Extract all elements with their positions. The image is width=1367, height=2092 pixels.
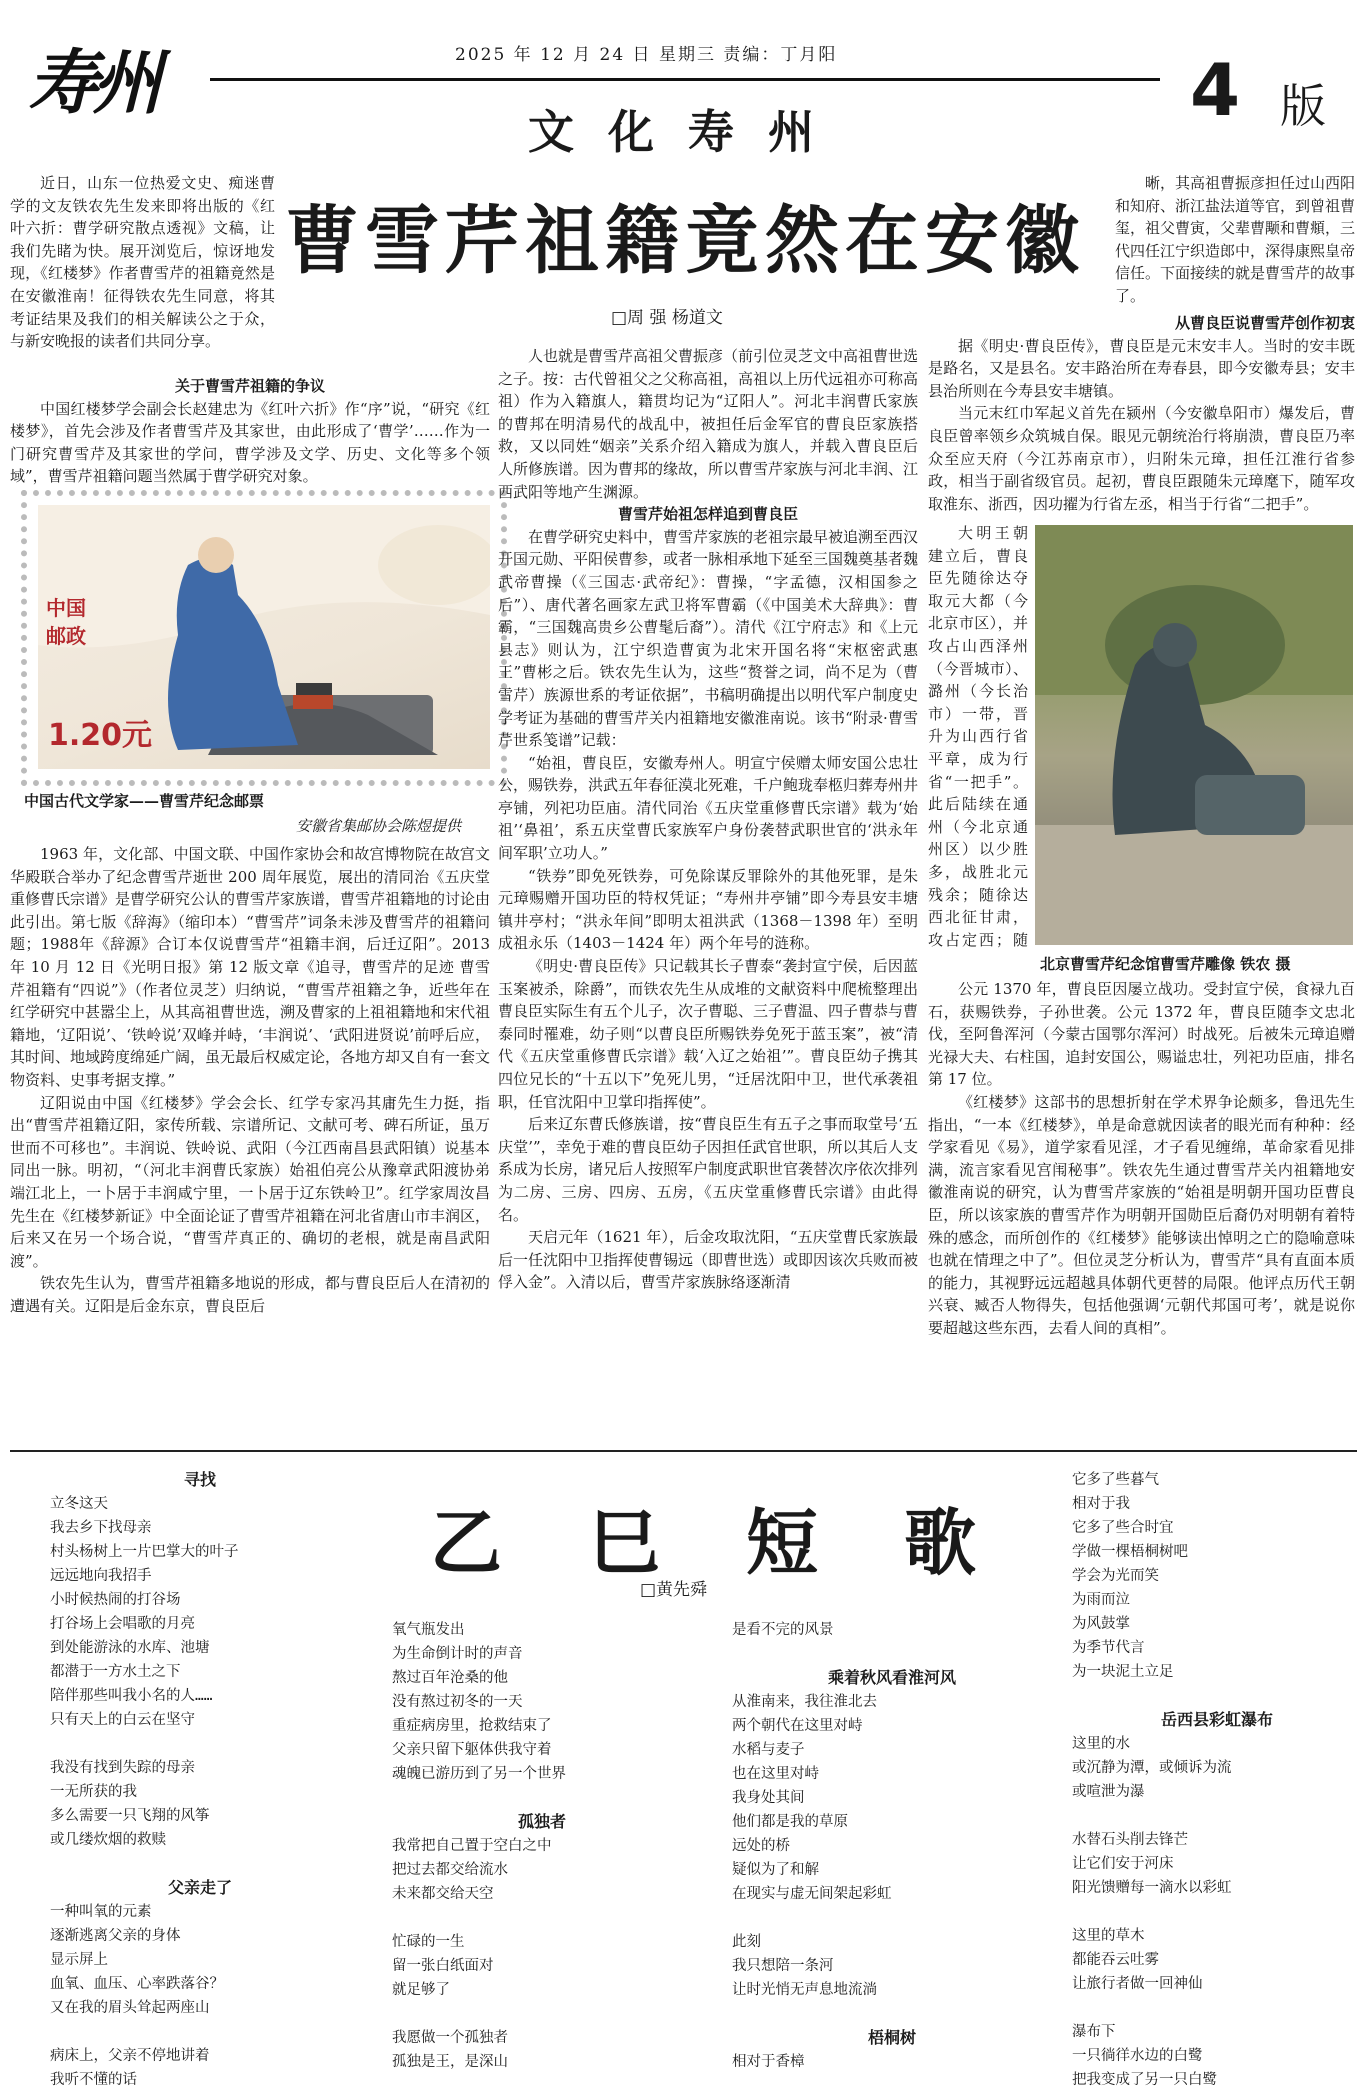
svg-text:邮政: 邮政 <box>46 624 86 648</box>
poem-line: 忙碌的一生 <box>392 1934 465 1950</box>
poem-line: 学做一棵梧桐树吧 <box>1072 1544 1188 1560</box>
paragraph: 1963 年，文化部、中国文联、中国作家协会和故宫博物院在故宫文华殿联合举办了纪念曹雪芹逝世 200 周年展览，展出的清同治《五庆堂重修曹氏宗谱》是曹学研究公认的曹雪芹家族谱，曹雪芹祖籍地的讨论由此引出。第七版《辞海》（缩印本）“曹雪芹”词条未涉及曹雪芹的祖籍问题；1988年《辞源》合订本仅说曹雪芹“祖籍丰润，后迁辽阳”。2013 年 10 月 12 日《光明日报》第 12 版文章《追寻，曹雪芹的足迹 曹雪芹祖籍有“四说”》（作者位灵芝）归纳说，“曹雪芹祖籍之争，近些年在红学研究中甚嚣尘上，从其高祖曹世选，溯及曹家的上祖祖籍地和宋代祖籍地，‘辽阳说’、‘铁岭说’双峰并峙，‘丰润说’、‘武阳进贤说’前呼后应，其时间、地域跨度绵延广阔，虽无最后权威定论，各地方却又自有一套文物资料、史事考据支撑。” <box>10 845 490 1089</box>
poem-line: 相对于香樟 <box>732 2054 805 2070</box>
article-intro <box>10 172 275 372</box>
poem-line: 阳光馈赠每一滴水以彩虹 <box>1072 1880 1232 1896</box>
poem-line: 这里的草木 <box>1072 1928 1145 1944</box>
poem-line: 也在这里对峙 <box>732 1766 819 1782</box>
poem-col4 <box>1072 1468 1362 2088</box>
poem-line: 从淮南来，我往淮北去 <box>732 1694 877 1710</box>
article-col3-lower <box>928 978 1355 1443</box>
poem-line: 是看不完的风景 <box>732 1622 834 1638</box>
paragraph: 晰，其高祖曹振彦担任过山西阳和知府、浙江盐法道等官，到曾祖曹玺，祖父曹寅，父辈曹颙和曹頫，三代四任江宁织造郎中，深得康熙皇帝信任。下面接续的就是曹雪芹的故事了。 <box>1115 174 1355 305</box>
statue-head <box>1153 623 1197 667</box>
statue-illustration <box>1035 525 1353 945</box>
poem-title: 寻找 <box>183 1470 216 1489</box>
poem-line: 我去乡下找母亲 <box>50 1520 152 1536</box>
col3-mid-a <box>928 335 1355 516</box>
poem-line: 都能吞云吐雾 <box>1072 1952 1159 1968</box>
paragraph: 大明王朝建立后，曹良臣先随徐达夺取元大都（今北京市区），并攻占山西泽州（今晋城市）、潞州（今长治市）一带，晋升为山西行省平章，成为行省“一把手”。此后陆续在通州（今北京通州区）以少胜多，战胜北元残余；随徐达西北征甘肃，攻占定西；随 <box>928 524 1028 949</box>
paragraph: “始祖，曹良臣，安徽寿州人。明宣宁侯赠太师安国公忠壮公，赐铁券，洪武五年春征漠北死难，千户鲍珑奉柩归葬寿州井亭铺，列祀功臣庙。清代同治《五庆堂重修曹氏宗谱》载为‘始祖’‘鼻祖’，系五庆堂曹氏家族军户身份袭替武职世官的‘洪永年间军职’立功人。” <box>498 753 918 863</box>
col3-mid-c <box>928 978 1355 1340</box>
poem-line: 让旅行者做一回神仙 <box>1072 1976 1203 1992</box>
stanza-gap <box>1072 1684 1362 1708</box>
paragraph: 当元末红巾军起义首先在颍州（今安徽阜阳市）爆发后，曹良臣曾率领乡众筑城自保。眼见元朝统治行将崩溃，曹良臣乃率众至应天府（今江苏南京市），归附朱元璋，担任江淮行省参政，相当于副省级官员。起初，曹良臣跟随朱元璋麾下，随军攻取淮东、浙西，因功擢为行省左丞，相当于行省“二把手”。 <box>928 404 1355 513</box>
stamp-country: 中国 <box>46 596 86 620</box>
masthead-logo: 寿州 <box>28 41 156 124</box>
poem-line: 远处的桥 <box>732 1838 790 1854</box>
subhead-ancestor: 曹雪芹始祖怎样追到曹良臣 <box>617 505 798 524</box>
poem-line: 或沉静为潭，或倾诉为流 <box>1072 1760 1232 1776</box>
poem-line: 或喧泄为瀑 <box>1072 1784 1145 1800</box>
poem-line: 父亲只留下躯体供我守着 <box>392 1742 552 1758</box>
poem-title: 岳西县彩虹瀑布 <box>1160 1710 1273 1729</box>
poem-line: 我没有找到失踪的母亲 <box>50 1760 195 1776</box>
poem-line: 重症病房里，抢救结束了 <box>392 1718 552 1734</box>
poem-line: 未来都交给天空 <box>392 1886 494 1902</box>
poem-line: 又在我的眉头耸起两座山 <box>50 2000 210 2016</box>
poem-line: 只有天上的白云在坚守 <box>50 1712 195 1728</box>
poem-line: 到处能游泳的水库、池塘 <box>50 1640 210 1656</box>
poem-title: 父亲走了 <box>167 1878 232 1897</box>
poem-line: 没有熬过初冬的一天 <box>392 1694 523 1710</box>
col1-mid-a <box>10 398 490 485</box>
poem-line: 这里的水 <box>1072 1736 1130 1752</box>
paragraph: 铁农先生认为，曹雪芹祖籍多地说的形成，都与曹良臣后人在清初的遭遇有关。辽阳是后金东京，曹良臣后 <box>10 1274 490 1315</box>
stanza-gap <box>1072 1996 1362 2020</box>
poem-line: 学会为光而笑 <box>1072 1568 1159 1584</box>
poem-line: 孤独是王，是深山 <box>392 2054 508 2070</box>
poem-line: 把过去都交给流水 <box>392 1862 508 1878</box>
poem-line: 血氧、血压、心率跌落谷？ <box>50 1976 224 1992</box>
paragraph: 天启元年（1621 年），后金攻取沈阳，“五庆堂曹氏家族最后一任沈阳中卫指挥使曹锡远（即曹世选）或即因该次兵败而被俘入金”。入清以后，曹雪芹家族脉络逐渐清 <box>498 1228 918 1292</box>
article-col3-top <box>1115 172 1355 312</box>
poem-line: 一无所获的我 <box>50 1784 137 1800</box>
poem-line: 我只想陪一条河 <box>732 1958 834 1974</box>
poem-line: 多么需要一只飞翔的风筝 <box>50 1808 210 1824</box>
poem-line: 打谷场上会唱歌的月亮 <box>50 1616 195 1632</box>
col3-top <box>1115 172 1355 308</box>
poem-title: 孤独者 <box>517 1812 566 1831</box>
poem-line: 我愿做一个孤独者 <box>392 2030 508 2046</box>
paragraph: 公元 1370 年，曹良臣因屡立战功。受封宣宁侯，食禄九百石，获赐铁券，子孙世袭。公元 1372 年，曹良臣随李文忠北伐，至阿鲁浑河（今蒙古国鄂尔浑河）时战死。后被朱元璋追赠光禄大夫、右柱国，追封安国公，赐谥忠壮，列祀功臣庙，排名第 17 位。 <box>928 980 1355 1089</box>
col3-mid-b <box>928 522 1028 952</box>
poem-line: 水替石头削去锋芒 <box>1072 1832 1188 1848</box>
stanza-gap <box>392 1786 692 1810</box>
poem-line: 留一张白纸面对 <box>392 1958 494 1974</box>
article-col3-narrow <box>928 522 1028 952</box>
paragraph: 后来辽东曹氏修族谱，按“曹良臣生有五子之事而取堂号‘五庆堂’”，幸免于难的曹良臣幼子因担任武官世职，所以其后人支系成为长房，诸兄后人按照军户制度武职世官袭替次序依次排列为二房、三房、四房、五房，《五庆堂重修曹氏宗谱》由此得名。 <box>498 1115 918 1224</box>
stanza-gap <box>50 2020 350 2044</box>
poem-line: 此刻 <box>732 1934 761 1950</box>
poem-line: 让它们安于河床 <box>1072 1856 1174 1872</box>
paragraph: 《红楼梦》这部书的思想折射在学术界争论颇多，鲁迅先生指出，“一本《红楼梦》，单是命意就因读者的眼光而有种种：经学家看见《易》，道学家看见淫，才子看见缠绵，革命家看见排满，流言家看见宫闱秘事”。铁农先生通过曹雪芹关内祖籍地安徽淮南说的研究，认为曹雪芹家族的“始祖是明朝开国功臣曹良臣，所以该家族的曹雪芹作为明朝开国勋臣后裔仍对明朝有着特殊的感念，而所创作的《红楼梦》能够读出悼明之亡的隐喻意味也就在情理之中了”。但位灵芝分析认为，曹雪芹“具有直面本质的能力，其视野远远超越具体朝代更替的局限。他评点历代王朝兴衰、臧否人物得失，包括他强调‘元朝代邦国可考’，就是说你要超越这些东西，去看人间的真相”。 <box>928 1092 1355 1337</box>
stanza-gap <box>732 1906 1052 1930</box>
article-col2 <box>498 345 918 1443</box>
col2-b <box>498 526 918 1294</box>
article-col1-lower <box>10 843 490 1443</box>
poem-line: 让时光悄无声息地流淌 <box>732 1982 877 1998</box>
stamp-caption: 中国古代文学家——曹雪芹纪念邮票 <box>24 792 265 810</box>
poem-line: 为季节代言 <box>1072 1640 1145 1656</box>
section-title: 文化寿州 <box>528 105 848 159</box>
poem-line: 小时候热闹的打谷场 <box>50 1592 181 1608</box>
stamp-credit: 安徽省集邮协会陈煜提供 <box>296 817 462 835</box>
poem-line: 远远地向我招手 <box>50 1568 152 1584</box>
col1-top <box>10 172 275 353</box>
stanza-gap <box>1072 1804 1362 1828</box>
page-number: 4 <box>1190 48 1241 132</box>
article-col3-upper <box>928 312 1355 522</box>
paragraph: 近日，山东一位热爱文史、痴迷曹学的文友铁农先生发来即将出版的《红叶六折：曹学研究散点透视》文稿，让我们先睹为快。展开浏览后，惊讶地发现，《红楼梦》作者曹雪芹的祖籍竟然是在安徽淮南！征得铁农先生同意，将其考证结果及我们的相关解读公之于众，与新安晚报的读者们共同分享。 <box>10 174 275 351</box>
poem-line: 氧气瓶发出 <box>392 1622 465 1638</box>
poem-line: 疑似为了和解 <box>732 1862 819 1878</box>
col1-mid-b <box>10 843 490 1317</box>
poem-line: 显示屏上 <box>50 1952 108 1968</box>
poem-line: 都潜于一方水土之下 <box>50 1664 181 1680</box>
stanza-gap <box>1072 1900 1362 1924</box>
poem-line: 或几缕炊烟的救赎 <box>50 1832 166 1848</box>
poem-line: 村头杨树上一片巴掌大的叶子 <box>50 1544 239 1560</box>
stanza-gap <box>732 1642 1052 1666</box>
poem-line: 为风鼓掌 <box>1072 1616 1130 1632</box>
poem-line: 熬过百年沧桑的他 <box>392 1670 508 1686</box>
poem-line: 为生命倒计时的声音 <box>392 1646 523 1662</box>
masthead-rule <box>210 78 1160 81</box>
poem-line: 立冬这天 <box>50 1496 108 1512</box>
photo-caption: 北京曹雪芹纪念馆曹雪芹雕像 铁农 摄 <box>1040 955 1291 973</box>
paragraph: 中国红楼梦学会副会长赵建忠为《红叶六折》作“序”说，“研究《红楼梦》，首先会涉及作者曹雪芹及其家世，由此形成了‘曹学’……作为一门研究曹雪芹及其家世的学问，曹学涉及文学、历史、文化等多个领域”，曹雪芹祖籍问题当然属于曹学研究对象。 <box>10 399 490 485</box>
poem-line: 陪伴那些叫我小名的人…… <box>50 1688 213 1704</box>
paragraph: 人也就是曹雪芹高祖父曹振彦（前引位灵芝文中高祖曹世选之子。按：古代曾祖父之父称高祖，高祖以上历代远祖亦可称高祖）作为入籍旗人，籍贯均记为“辽阳人”。河北丰润曹氏家族的曹邦在明清易代的战乱中，被担任后金军官的曹良臣家族搭救，又以同姓“姻亲”关系介绍入籍成为旗人，并载入曹良臣后人所修族谱。因为曹邦的缘故，所以曹雪芹家族与河北丰润、江西武阳等地产生渊源。 <box>498 347 918 501</box>
section-divider <box>10 1450 1357 1452</box>
paragraph: 据《明史·曹良臣传》，曹良臣是元末安丰人。当时的安丰既是路名，又是县名。安丰路治所在寿春县，即今安徽寿县；安丰县治所则在今寿县安丰塘镇。 <box>928 336 1355 400</box>
poem-line: 病床上，父亲不停地讲着 <box>50 2048 210 2064</box>
stamp-value: 1.20元 <box>48 718 153 753</box>
article-col1-upper <box>10 375 490 485</box>
poem-line: 逐渐逃离父亲的身体 <box>50 1928 181 1944</box>
paragraph: 《明史·曹良臣传》只记载其长子曹泰“袭封宣宁侯，后因蓝玉案被杀，除爵”，而铁农先生从成堆的文献资料中爬梳整理出曹良臣实际生有五个儿子，次子曹聪、三子曹温、四子曹恭与曹泰同时罹难，幼子则“以曹良臣所赐铁券免死于蓝玉案”，被“清代《五庆堂重修曹氏宗谱》载‘入辽之始祖’”。曹良臣幼子携其四位兄长的“十五以下”免死儿男，“迁居沈阳中卫，世代承袭祖职，任官沈阳中卫掌印指挥使”。 <box>498 957 918 1111</box>
poem-line: 他们都是我的草原 <box>732 1814 848 1830</box>
poem-title: 梧桐树 <box>867 2028 916 2047</box>
stamp-illustration <box>38 505 490 769</box>
poem-line: 它多了些暮气 <box>1072 1472 1159 1488</box>
date-line: 2025 年 12 月 24 日 星期三 责编：丁月阳 <box>455 45 838 65</box>
poem-line: 为雨而泣 <box>1072 1592 1130 1608</box>
stamp-figure-head <box>198 537 234 573</box>
poem-line: 我常把自己置于空白之中 <box>392 1838 552 1854</box>
paragraph: 辽阳说由中国《红楼梦》学会会长、红学专家冯其庸先生力挺，指出“曹雪芹祖籍辽阳，家传所载、宗谱所记、文献可考、碑石所证，虽万世而不可移也”。丰润说、铁岭说、武阳（今江西南昌县武阳镇）说基本同出一脉。明初，“（河北丰润曹氏家族）始祖伯亮公从豫章武阳渡协弟端江北上，一卜居于丰润咸宁里，一卜居于辽东铁岭卫”。红学家周汝昌先生在《红楼梦新证》中全面论证了曹雪芹祖籍在河北省唐山市丰润区，后来又在另一个场合说，“曹雪芹真正的、确切的老根，就是南昌武阳渡”。 <box>10 1093 490 1270</box>
poem-col3 <box>732 1618 1052 2070</box>
article-byline: □周 强 杨道文 <box>611 308 723 328</box>
poem-title: 乘着秋风看淮河风 <box>827 1668 956 1687</box>
stanza-gap <box>392 1906 692 1930</box>
page-unit: 版 <box>1280 79 1326 133</box>
poem-line: 一只徜徉水边的白鹭 <box>1072 2048 1203 2064</box>
stanza-gap <box>50 1732 350 1756</box>
poem-line: 为一块泥土立足 <box>1072 1664 1174 1680</box>
poem-line: 在现实与虚无间架起彩虹 <box>732 1886 892 1902</box>
subhead-origin: 从曹良臣说曹雪芹创作初衷 <box>1174 314 1355 332</box>
paragraph: 在曹学研究史料中，曹雪芹家族的老祖宗最早被追溯至西汉开国元勋、平阳侯曹参，或者一脉相承地下延至三国魏奠基者魏武帝曹操（《三国志·武帝纪》：曹操，“字孟德，汉相国参之后”）、唐代著名画家左武卫将军曹霸（《中国美术大辞典》：曹霸，“三国魏高贵乡公曹髦后裔”）。清代《江宁府志》和《上元县志》则认为，江宁织造曹寅为北宋开国名将“宋枢密武惠王”曹彬之后。铁农先生认为，这些“赘誉之词，尚不足为（曹雪芹）族源世系的考证依据”，书稿明确提出以明代军户制度史学考证为基础的曹雪芹关内祖籍地安徽淮南说。该书“附录·曹雪芹世系笺谱”记载： <box>498 527 918 750</box>
article-headline: 曹雪芹祖籍竟然在安徽 <box>285 198 1085 284</box>
poems-heading: 乙巳短歌 <box>430 1500 1063 1585</box>
poem-line: 水稻与麦子 <box>732 1742 805 1758</box>
stanza-gap <box>50 1852 350 1876</box>
poem-col1 <box>50 1468 350 2088</box>
poem-line: 两个朝代在这里对峙 <box>732 1718 863 1734</box>
poem-col2 <box>392 1618 692 2070</box>
poem-line: 就足够了 <box>392 1982 450 1998</box>
stamp-image <box>24 493 504 783</box>
poem-line: 相对于我 <box>1072 1496 1130 1512</box>
poem-line: 把我变成了另一只白鹭 <box>1072 2072 1217 2088</box>
paragraph: “铁券”即免死铁券，可免除谋反罪除外的其他死罪，是朱元璋赐赠开国功臣的特权凭证；“寿州井亭铺”即今寿县安丰塘镇井亭村；“洪永年间”即明太祖洪武（1368－1398 年）至明成祖永乐（1403－1424 年）两个年号的涟称。 <box>498 866 918 953</box>
col2-a <box>498 345 918 503</box>
poem-line: 瀑布下 <box>1072 2024 1116 2040</box>
stanza-gap <box>392 2002 692 2026</box>
poem-line: 一种叫氧的元素 <box>50 1904 152 1920</box>
poem-line: 我听不懂的话 <box>50 2072 137 2088</box>
poem-line: 我身处其间 <box>732 1790 805 1806</box>
poems-byline: □黄先舜 <box>640 1580 708 1600</box>
poem-line: 魂魄已游历到了另一个世界 <box>392 1766 566 1782</box>
subhead-controversy: 关于曹雪芹祖籍的争议 <box>174 377 325 395</box>
statue-photo <box>1035 525 1353 945</box>
poem-line: 它多了些合时宜 <box>1072 1520 1174 1536</box>
stanza-gap <box>732 2002 1052 2026</box>
